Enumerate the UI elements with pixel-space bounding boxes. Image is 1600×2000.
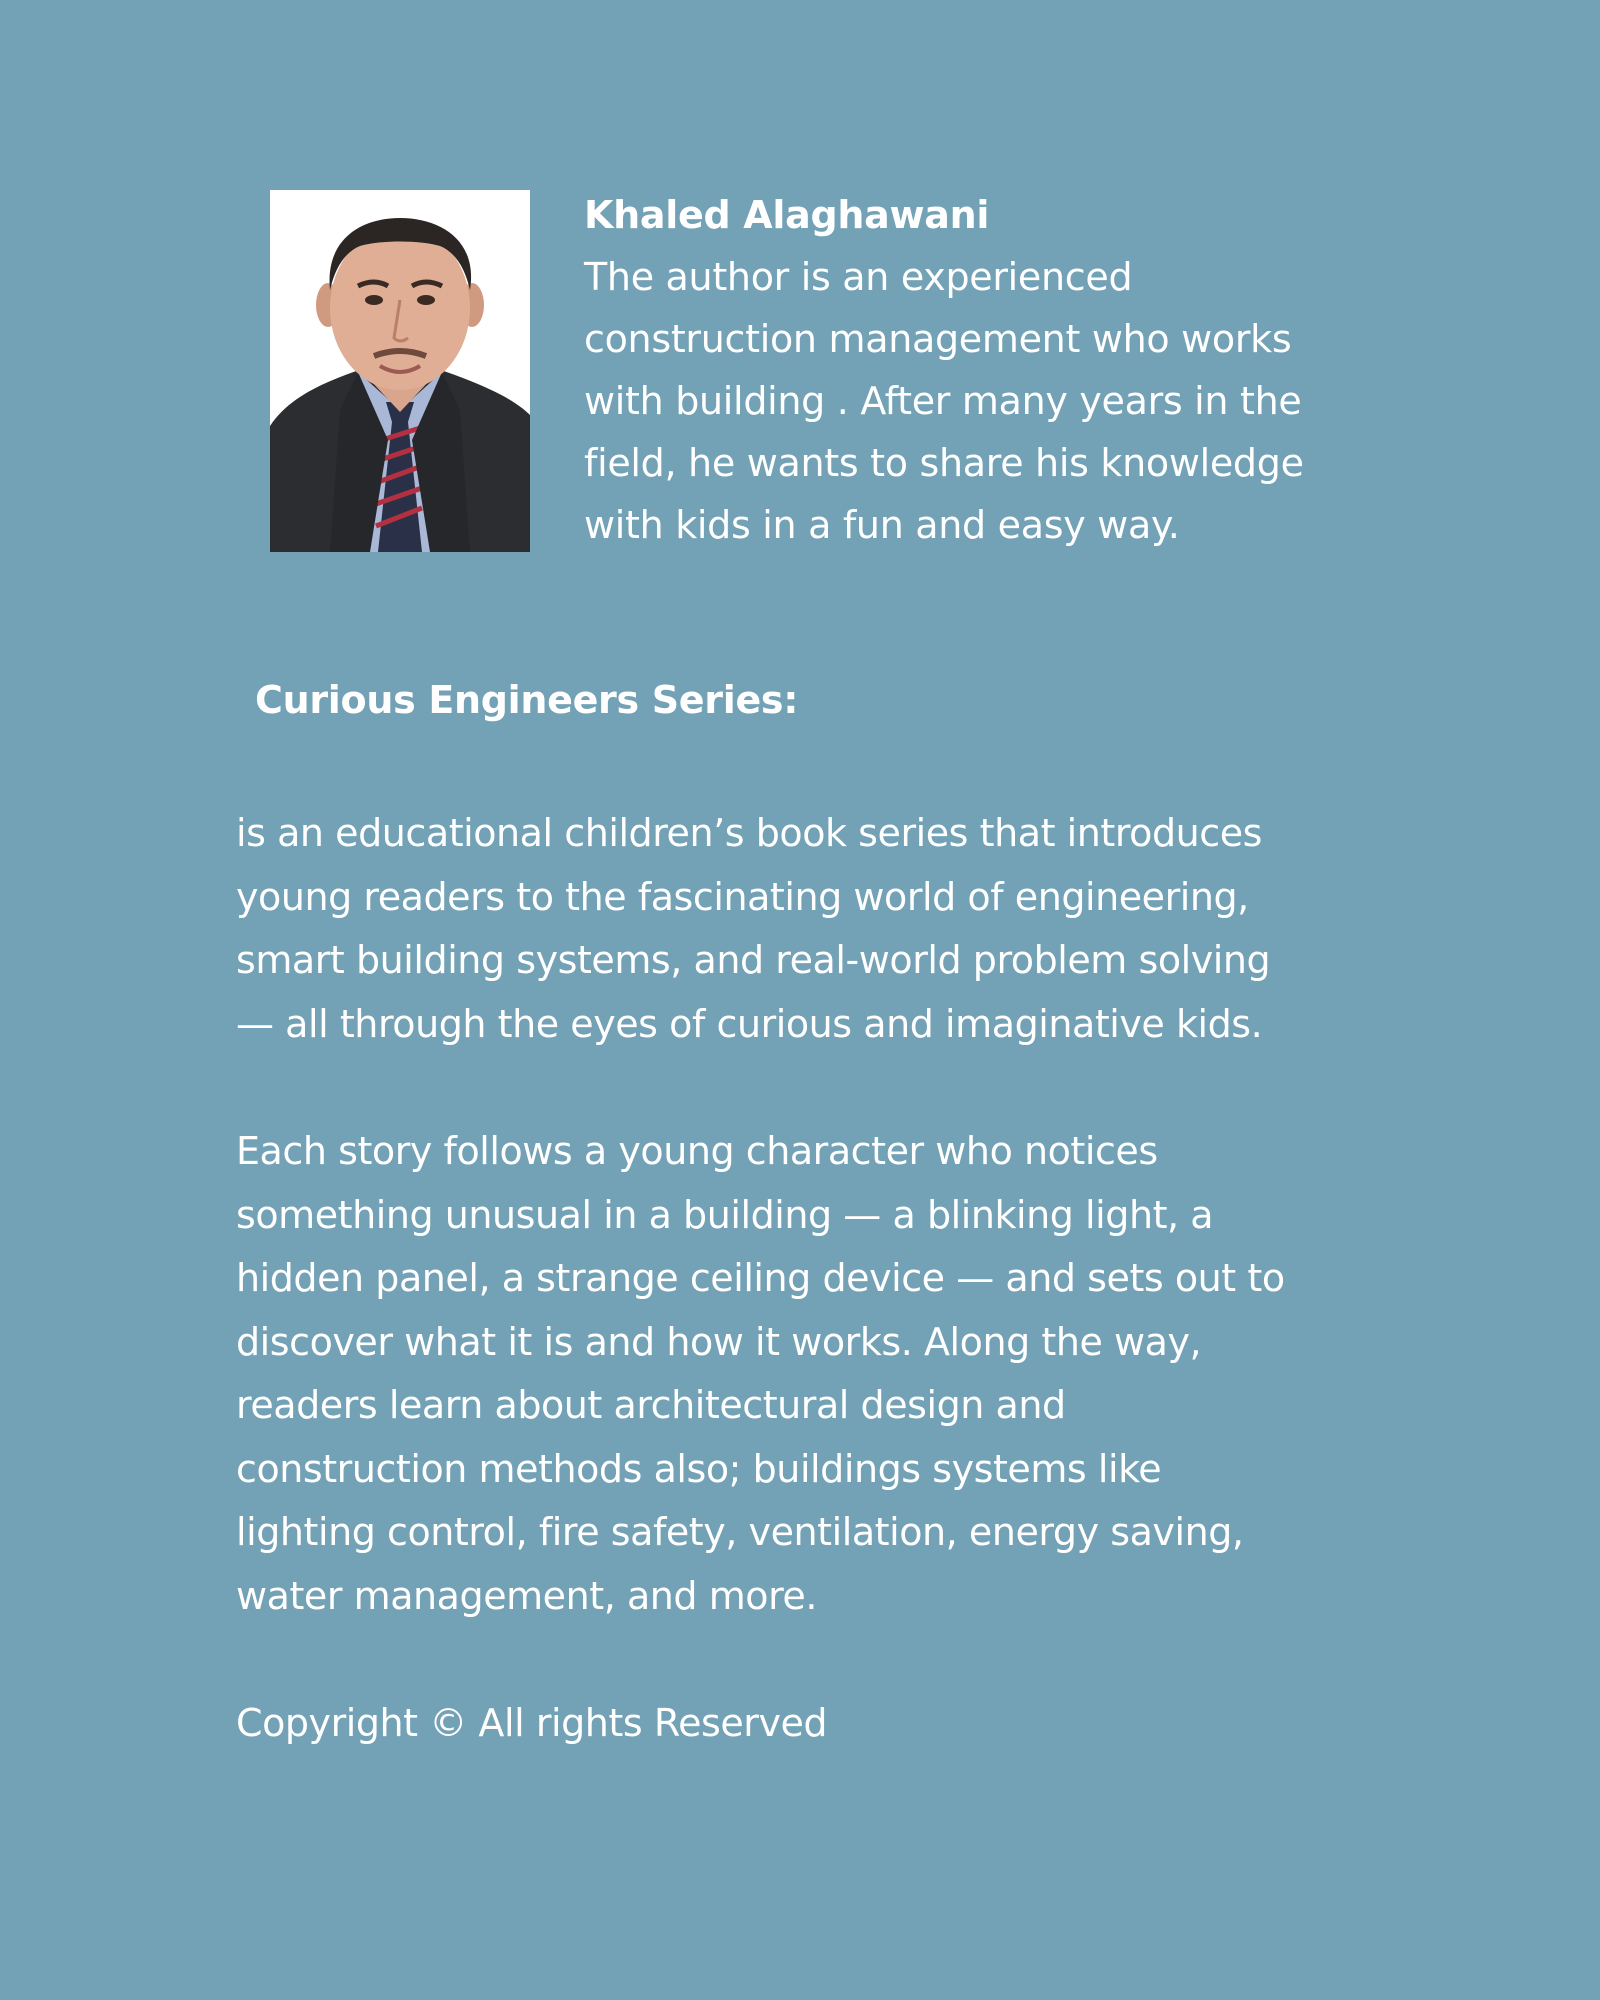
series-intro-paragraph (236, 802, 1376, 1056)
author-bio-line: field, he wants to share his knowledge (584, 441, 1304, 485)
series-intro-line: — all through the eyes of curious and imaginative kids. (236, 1001, 1263, 1046)
author-bio-block (584, 190, 1384, 556)
series-story-line: Each story follows a young character who notices (236, 1129, 1158, 1173)
author-bio-line: with kids in a fun and easy way. (584, 503, 1180, 547)
series-heading: Curious Engineers Series: (255, 678, 799, 722)
copyright-notice: Copyright © All rights Reserved (236, 1701, 828, 1745)
series-story-line: lighting control, fire safety, ventilation, energy saving, (236, 1510, 1244, 1554)
author-name: Khaled Alaghawani (584, 193, 990, 237)
author-photo (270, 190, 530, 552)
series-story-line: discover what it is and how it works. Along the way, (236, 1319, 1202, 1364)
author-bio-line: construction management who works (584, 317, 1292, 361)
series-story-line: something unusual in a building — a blinking light, a (236, 1192, 1214, 1237)
series-story-line: construction methods also; buildings systems like (236, 1446, 1162, 1491)
series-story-line: water management, and more. (236, 1573, 817, 1618)
series-intro-line: is an educational children’s book series that introduces (236, 811, 1262, 855)
series-intro-line: smart building systems, and real-world problem solving (236, 938, 1271, 982)
series-story-line: readers learn about architectural design and (236, 1383, 1066, 1427)
series-intro-line: young readers to the fascinating world of engineering, (236, 874, 1249, 919)
series-story-line: hidden panel, a strange ceiling device — and sets out to (236, 1256, 1285, 1300)
author-bio-line: The author is an experienced (584, 255, 1133, 299)
author-bio (584, 246, 1384, 556)
series-story-paragraph (236, 1120, 1376, 1628)
author-bio-line: with building . After many years in the (584, 379, 1302, 423)
